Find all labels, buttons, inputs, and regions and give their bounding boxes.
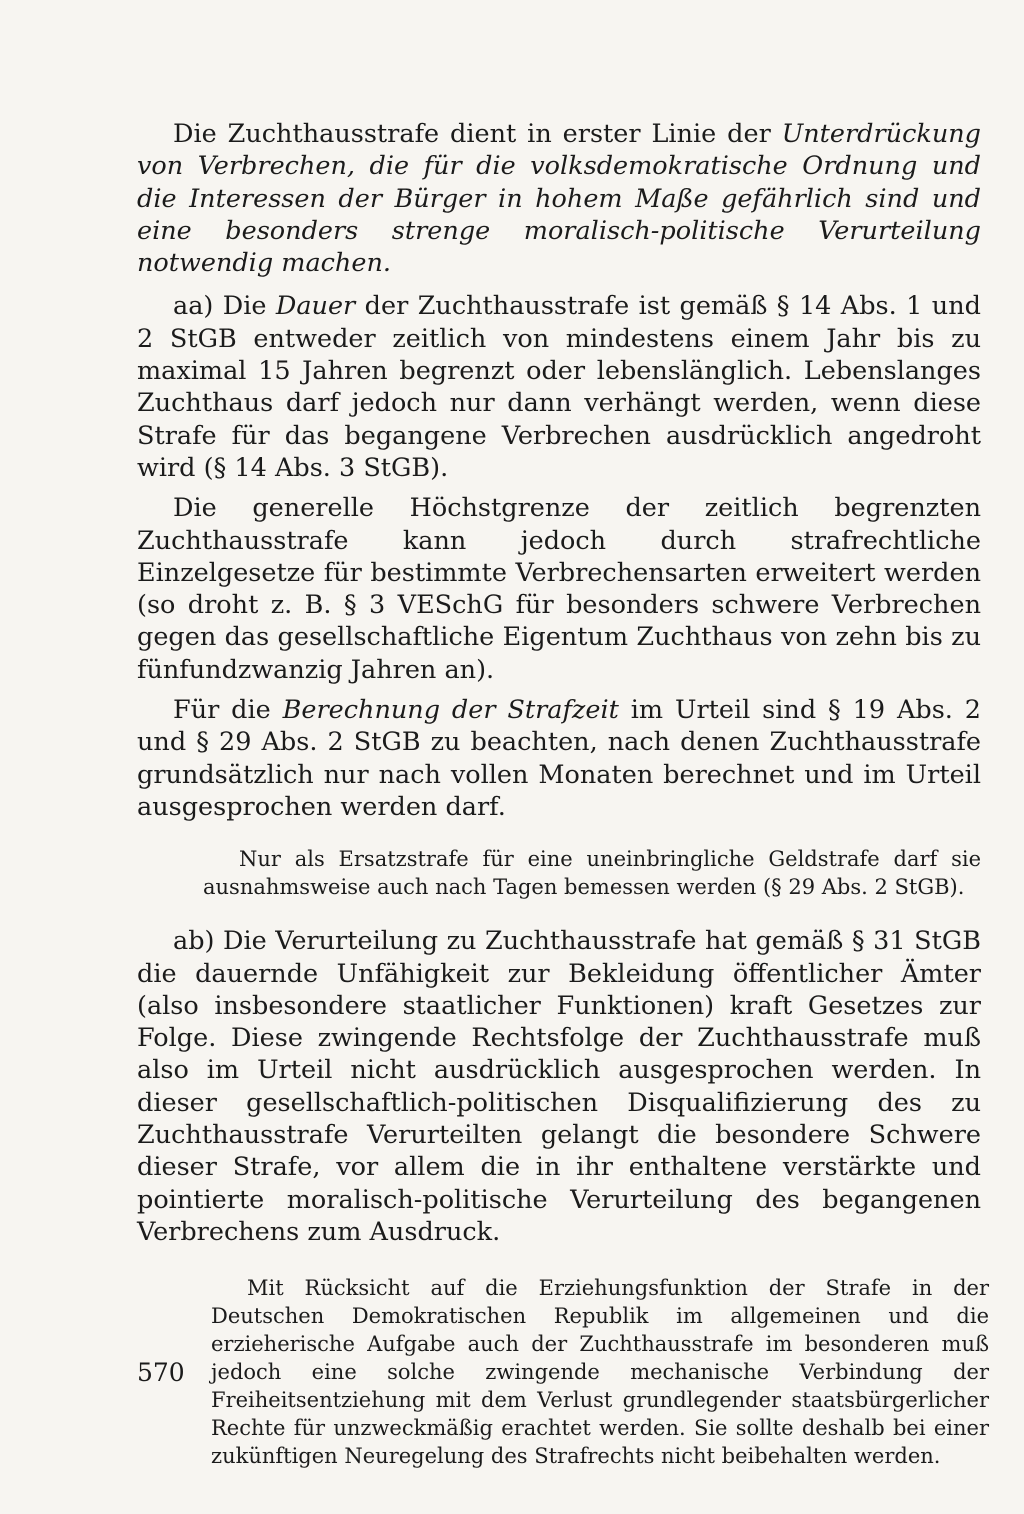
paragraph-emphasis: Dauer xyxy=(275,291,356,322)
page-body xyxy=(137,118,989,1470)
paragraph-text: der Zuchthausstrafe ist gemäß § 14 Abs. 1 und 2 StGB entweder zeitlich von mindestens einem Jahr bis zu maximal 15 Jahren begrenzt oder lebenslänglich. Lebenslanges Zuchthaus darf jedoch nur dann verhängt werden, wenn diese Strafe für das begangene Verbrechen ausdrücklich angedroht wird (§ 14 Abs. 3 StGB). xyxy=(137,291,981,483)
note-substitute-penalty: Nur als Ersatzstrafe für eine uneinbringliche Geldstrafe darf sie ausnahmsweise auch nach Tagen bemessen werden (§ 29 Abs. 2 StGB). xyxy=(203,847,981,900)
page-number: 570 xyxy=(137,1358,185,1387)
paragraph-emphasis: Unterdrückung von Verbrechen, die für die volksdemokratische Ordnung und die Interessen der Bürger in hohem Maße gefährlich sind und eine besonders strenge moralisch-politische Verurteilung notwendig machen. xyxy=(137,119,981,279)
paragraph-text: Für die xyxy=(173,695,283,726)
note-educational-function: Mit Rücksicht auf die Erziehungsfunktion der Strafe in der Deutschen Demokratischen Republik im allgemeinen und die erzieherische Aufgabe auch der Zuchthausstrafe im besonderen muß jedoch eine solche zwingende mechanische Verbindung der Freiheitsentziehung mit dem Verlust grundlegender staatsbürgerlicher Rechte für unzweckmäßig erachtet werden. Sie sollte deshalb bei einer zukünftigen Neuregelung des Strafrechts nicht beibehalten werden. xyxy=(211,1276,989,1469)
paragraph-consequences: ab) Die Verurteilung zu Zuchthausstrafe hat gemäß § 31 StGB die dauernde Unfähigkeit zur Bekleidung öffentlicher Ämter (also insbesondere staatlicher Funktionen) kraft Gesetzes zur Folge. Diese zwingende Rechtsfolge der Zuchthausstrafe muß also im Urteil nicht ausdrücklich ausgesprochen werden. In dieser gesellschaftlich-politischen Disqualifizierung des zu Zuchthausstrafe Verurteilten gelangt die besondere Schwere dieser Strafe, vor allem die in ihr enthaltene verstärkte und pointierte moralisch-politische Verurteilung des begangenen Verbrechens zum Ausdruck. xyxy=(137,926,981,1247)
paragraph-calculation xyxy=(137,694,981,823)
paragraph-text: aa) Die xyxy=(173,291,276,322)
paragraph-text: Die Zuchthausstrafe dient in erster Linie der xyxy=(173,119,782,149)
paragraph-text: im Urteil sind § 19 Abs. 2 und § 29 Abs. 2 StGB zu beachten, nach denen Zuchthausstrafe grundsätzlich nur nach vollen Monaten berechnet und im Urteil ausgesprochen werden darf. xyxy=(137,695,982,822)
paragraph-emphasis: Berechnung der Strafzeit xyxy=(282,695,619,726)
paragraph-duration xyxy=(137,290,981,484)
paragraph-zuchthausstrafe-purpose xyxy=(137,118,981,279)
paragraph-upper-limit: Die generelle Höchstgrenze der zeitlich begrenzten Zuchthausstrafe kann jedoch durch strafrechtliche Einzelgesetze für bestimmte Verbrechensarten erweitert werden (so droht z. B. § 3 VESchG für besonders schwere Verbrechen gegen das gesellschaftliche Eigentum Zuchthaus von zehn bis zu fünfundzwanzig Jahren an). xyxy=(137,493,981,685)
